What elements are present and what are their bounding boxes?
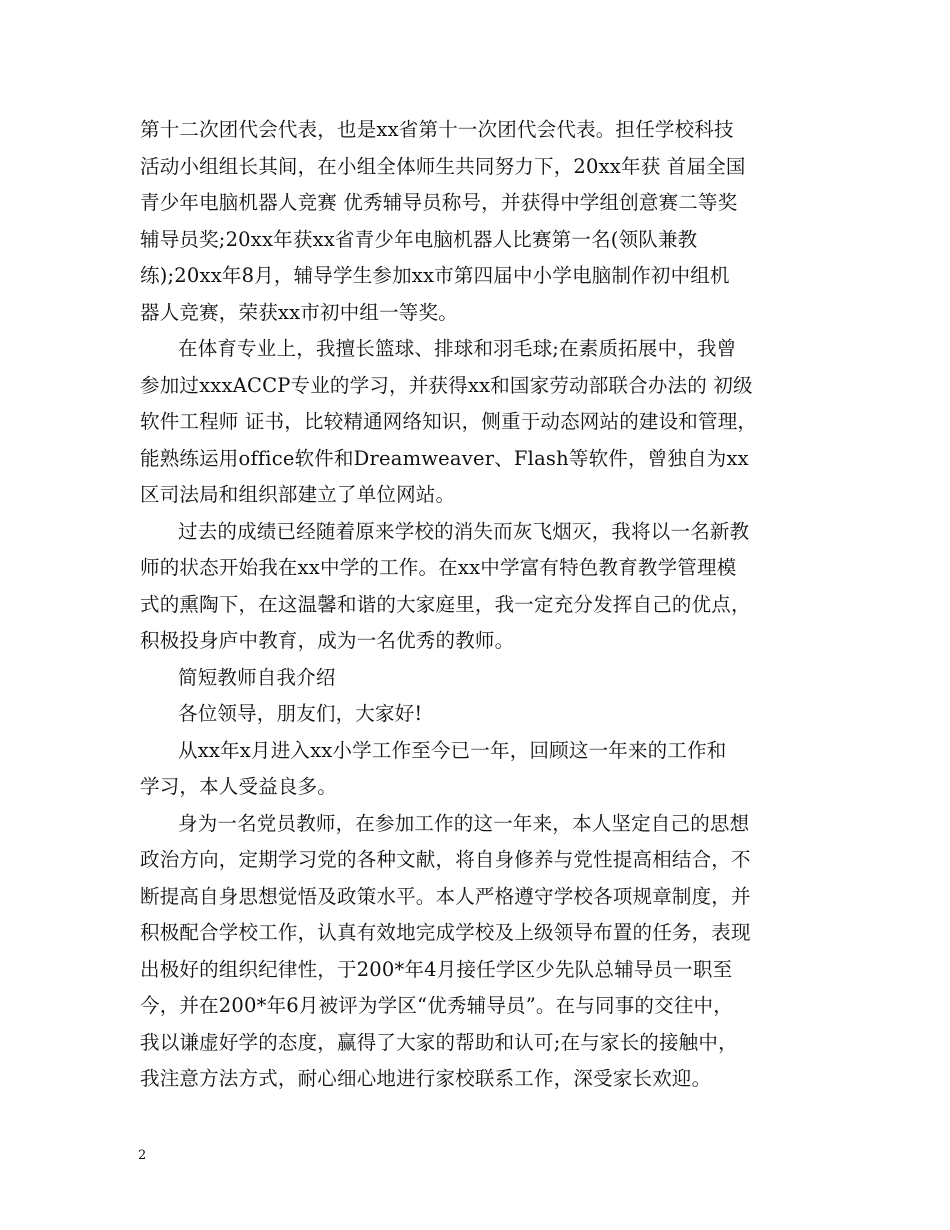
page-number: 2 <box>138 1148 147 1163</box>
text-line: 青少年电脑机器人竞赛 优秀辅导员称号，并获得中学组创意赛二等奖 <box>140 191 738 214</box>
document-body <box>140 112 830 1098</box>
text-line: 参加过xxxACCP专业的学习，并获得xx和国家劳动部联合办法的 初级 <box>140 373 753 397</box>
text-line: 能熟练运用office软件和Dreamweaver、Flash等软件，曾独自为xx <box>140 446 749 470</box>
text-line: 简短教师自我介绍 <box>178 665 336 689</box>
text-line: 第十二次团代会代表，也是xx省第十一次团代会代表。担任学校科技 <box>140 118 734 141</box>
text-line: 从xx年x月进入xx小学工作至今已一年，回顾这一年来的工作和 <box>178 738 727 762</box>
text-line: 区司法局和组织部建立了单位网站。 <box>140 483 456 506</box>
text-line: 学习，本人受益良多。 <box>140 775 338 798</box>
text-line: 练);20xx年8月，辅导学生参加xx市第四届中小学电脑制作初中组机 <box>140 264 730 287</box>
text-line: 我以谦虚好学的态度，赢得了大家的帮助和认可;在与家长的接触中， <box>140 1030 738 1054</box>
text-line: 我注意方法方式，耐心细心地进行家校联系工作，深受家长欢迎。 <box>140 1067 712 1090</box>
text-line: 辅导员奖;20xx年获xx省青少年电脑机器人比赛第一名(领队兼教 <box>140 227 698 251</box>
text-line: 今，并在200*年6月被评为学区“优秀辅导员”。在与同事的交往中， <box>140 994 733 1017</box>
text-line: 身为一名党员教师，在参加工作的这一年来，本人坚定自己的思想 <box>178 811 750 835</box>
text-line: 政治方向，定期学习党的各种文献，将自身修养与党性提高相结合，不 <box>140 848 751 871</box>
text-line: 软件工程师 证书，比较精通网络知识，侧重于动态网站的建设和管理， <box>140 410 758 433</box>
text-line: 出极好的组织纪律性，于200*年4月接任学区少先队总辅导员一职至 <box>140 957 733 981</box>
text-line: 积极投身庐中教育，成为一名优秀的教师。 <box>140 629 515 652</box>
text-line: 活动小组组长其间，在小组全体师生共同努力下，20xx年获 首届全国 <box>140 154 746 178</box>
text-line: 在体育专业上，我擅长篮球、排球和羽毛球;在素质拓展中，我曾 <box>178 337 737 360</box>
text-line: 断提高自身思想觉悟及政策水平。本人严格遵守学校各项规章制度，并 <box>140 884 751 908</box>
text-line: 师的状态开始我在xx中学的工作。在xx中学富有特色教育教学管理模 <box>140 556 737 579</box>
text-line: 式的熏陶下，在这温馨和谐的大家庭里，我一定充分发挥自己的优点， <box>140 592 751 616</box>
text-line: 过去的成绩已经随着原来学校的消失而灰飞烟灭，我将以一名新教 <box>178 519 750 543</box>
text-line: 积极配合学校工作，认真有效地完成学校及上级领导布置的任务，表现 <box>140 921 751 944</box>
text-line: 各位领导，朋友们，大家好! <box>178 702 423 725</box>
text-line: 器人竞赛，荣获xx市初中组一等奖。 <box>140 300 458 324</box>
